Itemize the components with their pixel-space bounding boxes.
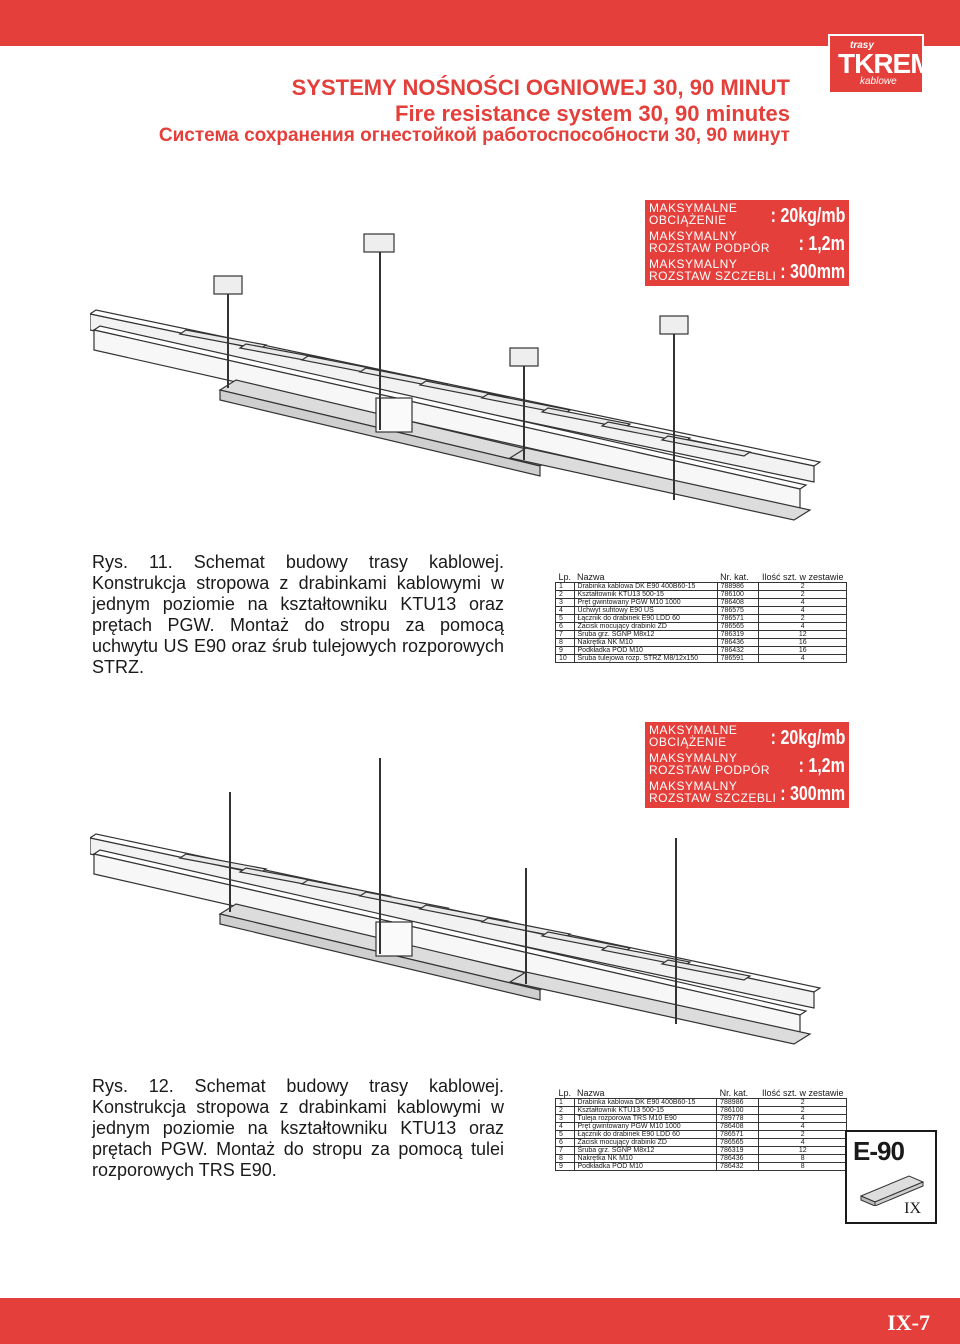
table-row: [556, 646, 847, 654]
spec-value: : 300mm: [780, 261, 845, 283]
cell-name: Kształtownik KTU13 500-15: [574, 590, 717, 598]
cell-name: Pręt gwintowany PGW M10 1000: [574, 1122, 717, 1130]
cell-lp: 7: [556, 630, 575, 638]
cell-catalog: 786319: [717, 1146, 759, 1154]
column-header-catalog: Nr. kat.: [717, 1076, 759, 1098]
spec-value: : 20kg/mb: [770, 205, 845, 227]
cell-quantity: 2: [759, 582, 847, 590]
table-row: [556, 1130, 847, 1138]
table-row: [556, 1106, 847, 1114]
cell-lp: 9: [556, 1162, 575, 1170]
cell-catalog: 786408: [717, 1122, 759, 1130]
cell-catalog: 789778: [717, 1114, 759, 1122]
cell-lp: 1: [556, 1098, 575, 1106]
column-header-quantity: Ilość szt. w zestawie: [759, 560, 847, 582]
table-row: [556, 582, 847, 590]
cell-name: Drabinka kablowa DK E90 400B60-15: [574, 1098, 717, 1106]
spec-value: : 20kg/mb: [770, 727, 845, 749]
table-row: [556, 654, 847, 662]
figure-12-drawing: [90, 756, 830, 1056]
cell-quantity: 12: [759, 630, 847, 638]
cell-quantity: 2: [759, 590, 847, 598]
cell-quantity: 4: [759, 622, 847, 630]
cell-catalog: 786436: [717, 638, 759, 646]
cell-catalog: 786565: [717, 1138, 759, 1146]
e90-section-number: IX: [904, 1200, 921, 1217]
cell-lp: 5: [556, 1130, 575, 1138]
cell-name: Śruba grz. SGNP M8x12: [574, 1146, 717, 1154]
cell-name: Zacisk mocujący drabinki ZD: [574, 1138, 717, 1146]
parts-table-1: [555, 560, 847, 663]
cell-quantity: 4: [759, 1138, 847, 1146]
cell-lp: 7: [556, 1146, 575, 1154]
cell-name: Śruba tulejowa rozp. STRZ M8/12x150: [574, 654, 717, 662]
table-2-body: [556, 1098, 847, 1170]
cell-lp: 6: [556, 1138, 575, 1146]
cell-quantity: 4: [759, 1122, 847, 1130]
cell-name: Uchwyt sufitowy E90 US: [574, 606, 717, 614]
cell-catalog: 788986: [717, 582, 759, 590]
cell-lp: 4: [556, 1122, 575, 1130]
cell-quantity: 2: [759, 1106, 847, 1114]
title-polish: SYSTEMY NOŚNOŚCI OGNIOWEJ 30, 90 MINUT: [291, 75, 790, 100]
cell-name: Nakrętka NK M10: [574, 1154, 717, 1162]
cell-lp: 3: [556, 598, 575, 606]
table-row: [556, 598, 847, 606]
cell-lp: 8: [556, 638, 575, 646]
spec-row-load: [649, 202, 845, 230]
spec-label: MAKSYMALNE OBCIĄŻENIE: [649, 201, 738, 227]
table-row: [556, 638, 847, 646]
cell-quantity: 4: [759, 654, 847, 662]
cell-catalog: 788986: [717, 1098, 759, 1106]
cell-lp: 1: [556, 582, 575, 590]
page-number: IX-7: [887, 1310, 930, 1335]
cell-catalog: 786436: [717, 1154, 759, 1162]
cell-lp: 9: [556, 646, 575, 654]
e90-label: E-90: [853, 1136, 904, 1166]
table-row: [556, 1154, 847, 1162]
title-russian: Система сохранения огнестойкой работоспособности 30, 90 минут: [158, 125, 790, 146]
cell-name: Pręt gwintowany PGW M10 1000: [574, 598, 717, 606]
cell-catalog: 786408: [717, 598, 759, 606]
cell-quantity: 8: [759, 1154, 847, 1162]
logo-small-text: trasy: [850, 40, 874, 51]
column-header-name: Nazwa: [574, 560, 717, 582]
cell-quantity: 4: [759, 598, 847, 606]
table-row: [556, 1098, 847, 1106]
spec-value: : 1,2m: [798, 233, 845, 255]
table-row: [556, 622, 847, 630]
cell-lp: 5: [556, 614, 575, 622]
cell-lp: 8: [556, 1154, 575, 1162]
cell-name: Podkładka POD M10: [574, 1162, 717, 1170]
table-row: [556, 590, 847, 598]
cell-name: Nakrętka NK M10: [574, 638, 717, 646]
cell-quantity: 2: [759, 1098, 847, 1106]
logo-sub-text: kablowe: [860, 76, 897, 87]
cell-catalog: 786432: [717, 646, 759, 654]
cell-name: Łącznik do drabinek E90 LDD 60: [574, 614, 717, 622]
spec-value: : 1,2m: [798, 755, 845, 777]
cell-lp: 2: [556, 590, 575, 598]
cell-catalog: 786591: [717, 654, 759, 662]
spec-label: MAKSYMALNY ROZSTAW SZCZEBLI: [649, 779, 777, 805]
figure-12-caption: Rys. 12. Schemat budowy trasy kablowej. Konstrukcja stropowa z drabinkami kablowymi w jednym poziomie na kształtowniku KTU13 oraz prętach PGW. Montaż do stropu za pomocą tulei rozporowych TRS E90.: [92, 1076, 504, 1180]
table-header-row: [556, 1076, 847, 1098]
brand-logo: [828, 34, 933, 94]
logo-main-text: TKREM: [838, 48, 933, 79]
figure-11-caption: Rys. 11. Schemat budowy trasy kablowej. Konstrukcja stropowa z drabinkami kablowymi w jednym poziomie na kształtowniku KTU13 oraz prętach PGW. Montaż do stropu za pomocą uchwytu US E90 oraz śrub tulejowych rozporowych STRZ.: [92, 552, 504, 677]
spec-label: MAKSYMALNY ROZSTAW PODPÓR: [649, 229, 770, 255]
table-row: [556, 1162, 847, 1170]
column-header-catalog: Nr. kat.: [717, 560, 759, 582]
cell-quantity: 16: [759, 646, 847, 654]
spec-label: MAKSYMALNY ROZSTAW SZCZEBLI: [649, 257, 777, 283]
cell-lp: 4: [556, 606, 575, 614]
cell-catalog: 786432: [717, 1162, 759, 1170]
table-row: [556, 614, 847, 622]
cell-catalog: 786565: [717, 622, 759, 630]
table-header-row: [556, 560, 847, 582]
cell-quantity: 2: [759, 1130, 847, 1138]
cell-name: Śruba grz. SGNP M8x12: [574, 630, 717, 638]
column-header-lp: Lp.: [556, 560, 575, 582]
cell-name: Podkładka POD M10: [574, 646, 717, 654]
cell-name: Tuleja rozporowa TRS M10 E90: [574, 1114, 717, 1122]
spec-label: MAKSYMALNY ROZSTAW PODPÓR: [649, 751, 770, 777]
cell-quantity: 12: [759, 1146, 847, 1154]
cell-quantity: 4: [759, 1114, 847, 1122]
top-red-bar: [0, 0, 960, 46]
bottom-red-bar: [0, 1298, 960, 1344]
cell-quantity: 4: [759, 606, 847, 614]
cell-quantity: 2: [759, 614, 847, 622]
table-row: [556, 1146, 847, 1154]
cell-name: Drabinka kablowa DK E90 400B60-15: [574, 582, 717, 590]
table-row: [556, 1138, 847, 1146]
column-header-name: Nazwa: [574, 1076, 717, 1098]
cell-catalog: 786319: [717, 630, 759, 638]
cell-catalog: 786571: [717, 614, 759, 622]
table-row: [556, 1122, 847, 1130]
cell-catalog: 786575: [717, 606, 759, 614]
cell-lp: 6: [556, 622, 575, 630]
cell-catalog: 786571: [717, 1130, 759, 1138]
figure-11-drawing: [90, 230, 830, 530]
column-header-lp: Lp.: [556, 1076, 575, 1098]
cell-name: Zacisk mocujący drabinki ZD: [574, 622, 717, 630]
cell-name: Łącznik do drabinek E90 LDD 60: [574, 1130, 717, 1138]
e90-section-badge: [845, 1130, 937, 1224]
table-1-body: [556, 582, 847, 662]
spec-label: MAKSYMALNE OBCIĄŻENIE: [649, 723, 738, 749]
cell-quantity: 16: [759, 638, 847, 646]
cell-quantity: 8: [759, 1162, 847, 1170]
cell-catalog: 786100: [717, 590, 759, 598]
table-row: [556, 1114, 847, 1122]
parts-table-2: [555, 1076, 847, 1171]
table-row: [556, 630, 847, 638]
cell-lp: 10: [556, 654, 575, 662]
cell-catalog: 786100: [717, 1106, 759, 1114]
cell-name: Kształtownik KTU13 500-15: [574, 1106, 717, 1114]
cell-lp: 2: [556, 1106, 575, 1114]
cell-lp: 3: [556, 1114, 575, 1122]
spec-value: : 300mm: [780, 783, 845, 805]
table-row: [556, 606, 847, 614]
column-header-quantity: Ilość szt. w zestawie: [759, 1076, 847, 1098]
title-english: Fire resistance system 30, 90 minutes: [395, 101, 790, 126]
spec-row-load: [649, 724, 845, 752]
